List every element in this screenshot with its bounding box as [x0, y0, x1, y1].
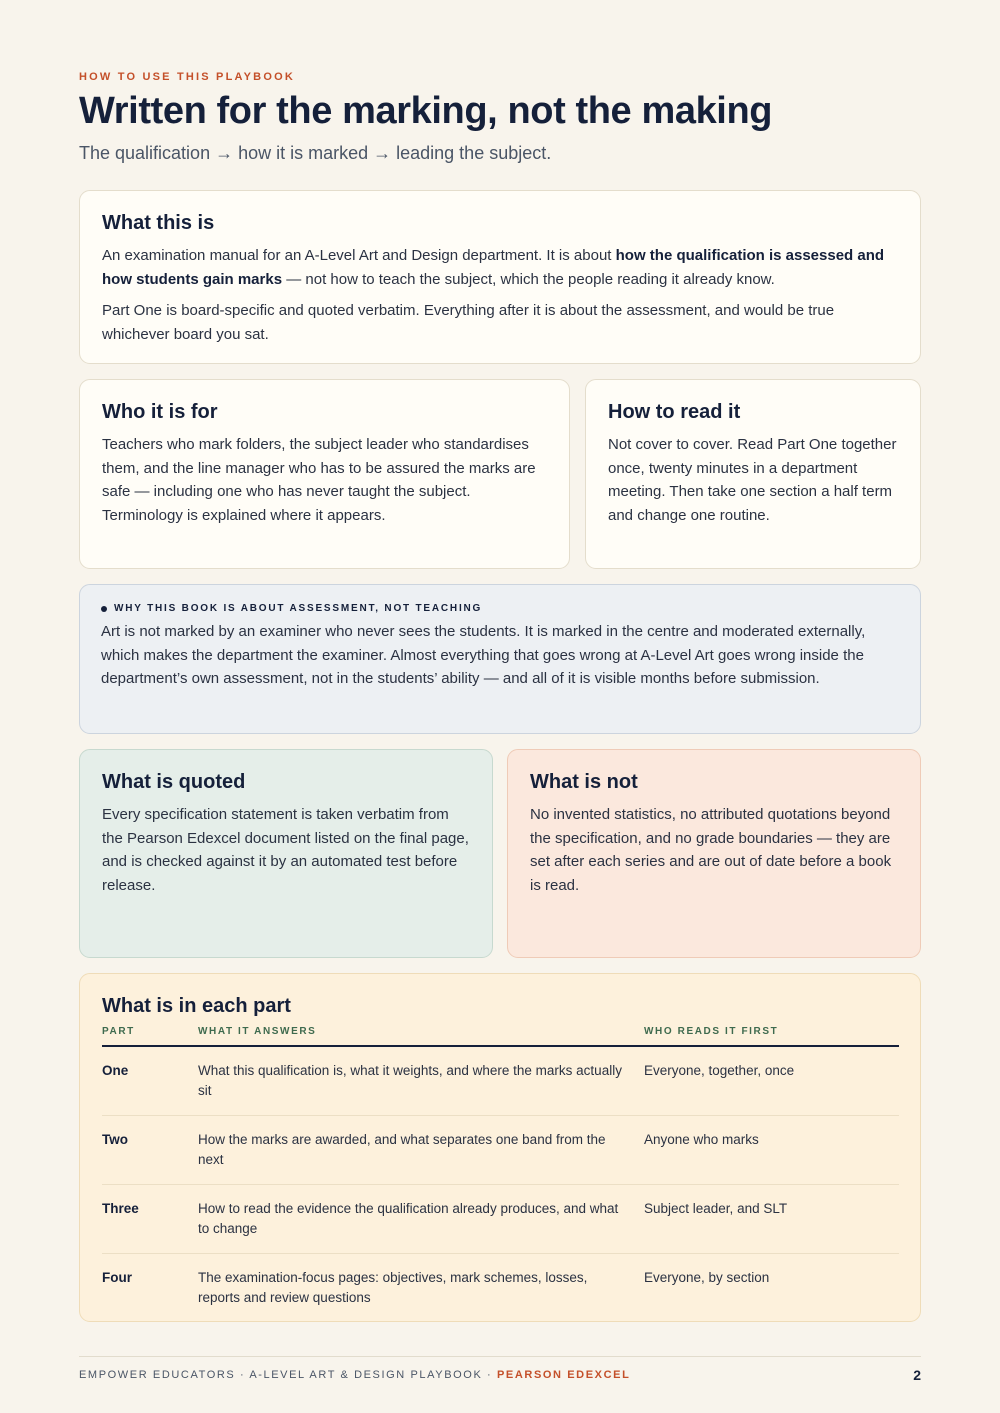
callout-label: WHY THIS BOOK IS ABOUT ASSESSMENT, NOT TEACHING [114, 603, 483, 614]
what-this-is-card [79, 190, 921, 364]
what-is-not-body: No invented statistics, no attributed quotations beyond the specification, and no grade boundaries — they are set after each series and are out of date before a book is read. [530, 806, 892, 894]
row-answers: How to read the evidence the qualification already produces, and what to change [198, 1185, 644, 1254]
footer-board: PEARSON EDEXCEL [496, 1369, 631, 1381]
row-part: One [102, 1046, 198, 1116]
p1-bold: how the qualification is assessed and how students gain marks [102, 247, 885, 288]
who-it-is-for-body: Teachers who mark folders, the subject leader who standardises them, and the line manager who has to be assured the marks are safe — including one who has never taught the subject. Terminology is explained where it appears. [102, 436, 536, 524]
page-footer [79, 1367, 921, 1383]
what-is-quoted-heading: What is quoted [102, 771, 246, 793]
table-header-row [102, 1020, 899, 1046]
row-reader: Everyone, together, once [644, 1046, 899, 1116]
page-title: Written for the marking, not the making [79, 90, 773, 132]
row-reader: Subject leader, and SLT [644, 1185, 899, 1254]
footer-publication [79, 1369, 630, 1381]
how-to-read-body: Not cover to cover. Read Part One together once, twenty minutes in a department meeting. Then take one section a half term and change one routine. [608, 436, 897, 524]
what-is-quoted-card [79, 749, 493, 958]
page-number: 2 [913, 1367, 921, 1383]
table-row [102, 1185, 899, 1254]
what-is-not-card [507, 749, 921, 958]
footer-series: EMPOWER EDUCATORS · A-LEVEL ART & DESIGN PLAYBOOK · [79, 1369, 497, 1381]
column-header-reader: WHO READS IT FIRST [644, 1020, 899, 1046]
what-is-quoted-body: Every specification statement is taken verbatim from the Pearson Edexcel document listed on the final page, and is checked against it by an automated test before release. [102, 806, 469, 894]
parts-heading: What is in each part [102, 995, 291, 1017]
who-it-is-for-heading: Who it is for [102, 401, 218, 423]
parts-card [79, 973, 921, 1322]
callout-body: Art is not marked by an examiner who never sees the students. It is marked in the centre and moderated externally, which makes the department the examiner. Almost everything that goes wrong at A-Level Art goes wrong inside the department’s own assessment, not in the students’ ability — and all of it is visible months before submission. [101, 623, 866, 687]
what-this-is-paragraph-2: Part One is board-specific and quoted verbatim. Everything after it is about the assessment, and would be true whichever board you sat. [102, 302, 835, 343]
row-part: Two [102, 1116, 198, 1185]
table-row [102, 1116, 899, 1185]
what-this-is-heading: What this is [102, 212, 215, 234]
row-answers: The examination-focus pages: objectives, mark schemes, losses, reports and review questions [198, 1270, 588, 1305]
eyebrow-label: HOW TO USE THIS PLAYBOOK [79, 71, 295, 83]
bullet-dot-icon [101, 606, 107, 612]
table-row [102, 1254, 899, 1323]
row-answers: What this qualification is, what it weights, and where the marks actually sit [198, 1046, 644, 1116]
p1-start: An examination manual for an A-Level Art and Design department. It is about [102, 247, 616, 264]
how-to-read-heading: How to read it [608, 401, 741, 423]
column-header-part: PART [102, 1020, 198, 1046]
parts-table [102, 1020, 899, 1322]
p1-end: — not how to teach the subject, which the people reading it already know. [282, 270, 775, 288]
what-this-is-paragraph-1 [102, 244, 898, 291]
what-is-not-heading: What is not [530, 771, 638, 793]
callout-header [101, 603, 899, 614]
row-reader: Anyone who marks [644, 1116, 899, 1185]
column-header-answers: WHAT IT ANSWERS [198, 1020, 644, 1046]
row-answers: How the marks are awarded, and what separates one band from the next [198, 1116, 644, 1185]
page-subtitle: The qualification → how it is marked → leading the subject. [79, 143, 552, 163]
row-part: Three [102, 1185, 198, 1254]
how-to-read-card [585, 379, 921, 569]
assessment-callout [79, 584, 921, 734]
row-reader: Everyone, by section [644, 1270, 770, 1285]
who-it-is-for-card [79, 379, 570, 569]
table-row [102, 1046, 899, 1116]
row-part: Four [102, 1270, 132, 1285]
footer-divider [79, 1356, 921, 1357]
